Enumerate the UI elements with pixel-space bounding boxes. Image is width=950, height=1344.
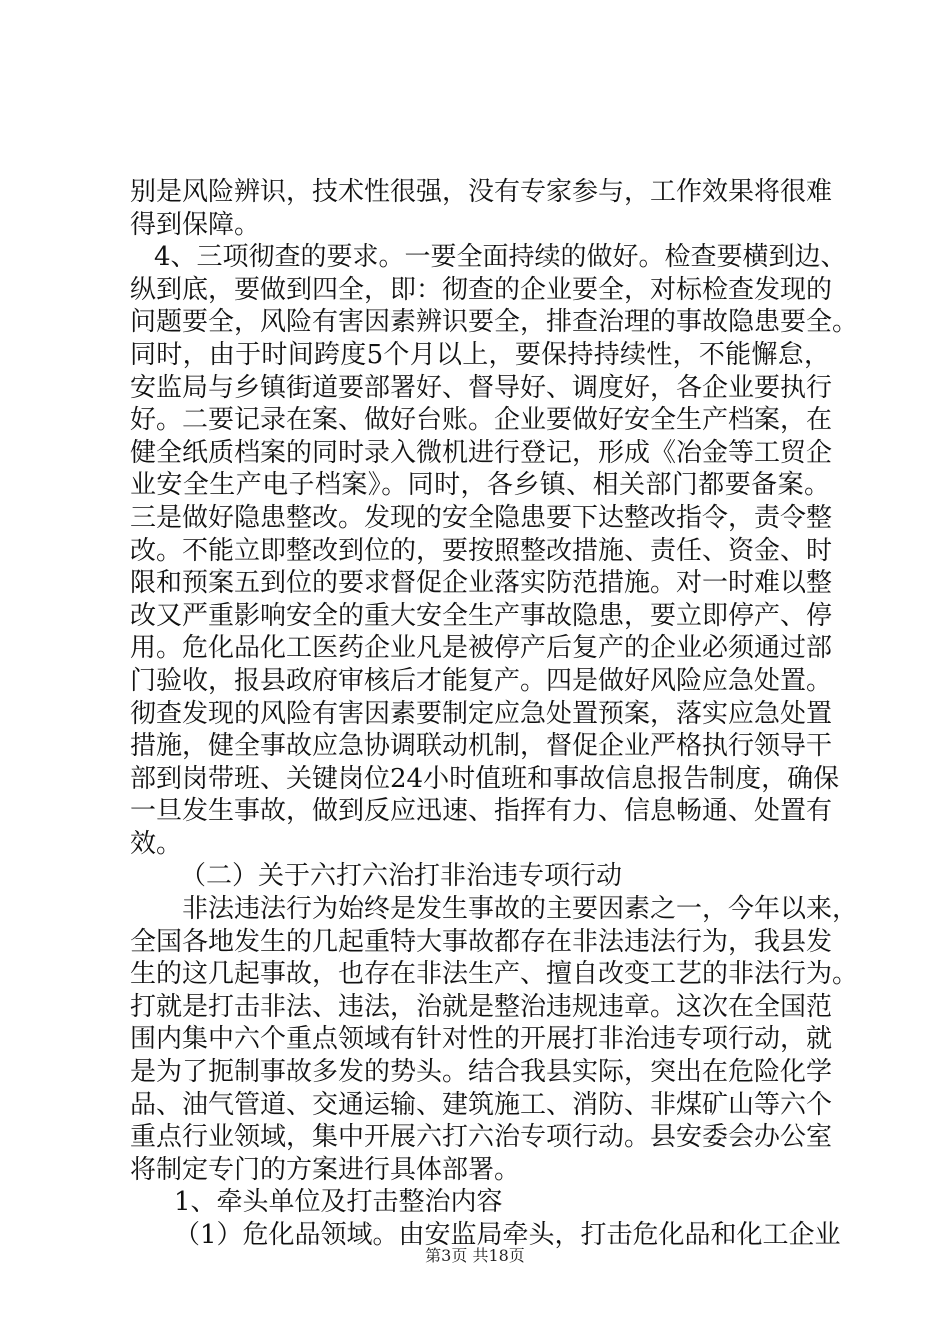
text-line: 改。不能立即整改到位的，要按照整改措施、责任、资金、时 [130,535,833,566]
text-line: 非法违法行为始终是发生事故的主要因素之一，今年以来， [182,894,859,925]
section-heading: （二）关于六打六治打非治违专项行动 [180,861,623,892]
text-line: 门验收，报县政府审核后才能复产。四是做好风险应急处置。 [130,665,833,696]
text-line: 生的这几起事故，也存在非法生产、擅自改变工艺的非法行为。 [130,959,859,990]
text-line: 别是风险辨识，技术性很强，没有专家参与，工作效果将很难 [130,177,833,207]
text-line: 同时，由于时间跨度5个月以上，要保持持续性，不能懈怠， [130,339,830,370]
text-line: 健全纸质档案的同时录入微机进行登记，形成《冶金等工贸企 [130,437,833,468]
text-line: 改又严重影响安全的重大安全生产事故隐患，要立即停产、停 [130,600,833,631]
page-footer: 第3页 共18页 [425,1246,525,1265]
text-line: （1）危化品领域。由安监局牵头，打击危化品和化工企业 [174,1220,841,1250]
text-line: 4、三项彻查的要求。一要全面持续的做好。检查要横到边、 [154,242,847,273]
text-line: 三是做好隐患整改。发现的安全隐患要下达整改指令，责令整 [130,502,833,533]
text-line: 品、油气管道、交通运输、建筑施工、消防、非煤矿山等六个 [130,1089,833,1120]
text-line: 问题要全，风险有害因素辨识要全，排查治理的事故隐患要全。 [130,307,859,338]
text-line: 将制定专门的方案进行具体部署。 [130,1154,521,1185]
text-line: 限和预案五到位的要求督促企业落实防范措施。对一时难以整 [130,568,833,599]
text-line: 部到岗带班、关键岗位24小时值班和事故信息报告制度，确保 [130,763,840,794]
text-line: 是为了扼制事故多发的势头。结合我县实际，突出在危险化学 [130,1057,833,1088]
text-line: 纵到底，要做到四全，即：彻查的企业要全，对标检查发现的 [130,274,833,305]
text-line: 得到保障。 [130,209,261,240]
text-line: 围内集中六个重点领域有针对性的开展打非治违专项行动，就 [130,1024,833,1055]
text-line: 重点行业领域，集中开展六打六治专项行动。县安委会办公室 [130,1122,833,1153]
text-line: 彻查发现的风险有害因素要制定应急处置预案，落实应急处置 [130,698,833,729]
text-line: 全国各地发生的几起重特大事故都存在非法违法行为，我县发 [130,926,833,957]
text-line: 业安全生产电子档案》。同时，各乡镇、相关部门都要备案。 [130,470,830,501]
text-line: 打就是打击非法、违法，治就是整治违规违章。这次在全国范 [130,991,833,1022]
text-line: 用。危化品化工医药企业凡是被停产后复产的企业必须通过部 [130,633,833,664]
subsection-heading: 1、牵头单位及打击整治内容 [174,1187,503,1218]
document-body [130,176,859,1252]
text-line: 好。二要记录在案、做好台账。企业要做好安全生产档案，在 [130,405,833,436]
text-line: 效。 [130,828,183,859]
text-line: 措施，健全事故应急协调联动机制，督促企业严格执行领导干 [130,731,833,762]
text-line: 安监局与乡镇街道要部署好、督导好、调度好，各企业要执行 [130,372,833,403]
text-line: 一旦发生事故，做到反应迅速、指挥有力、信息畅通、处置有 [130,796,833,827]
